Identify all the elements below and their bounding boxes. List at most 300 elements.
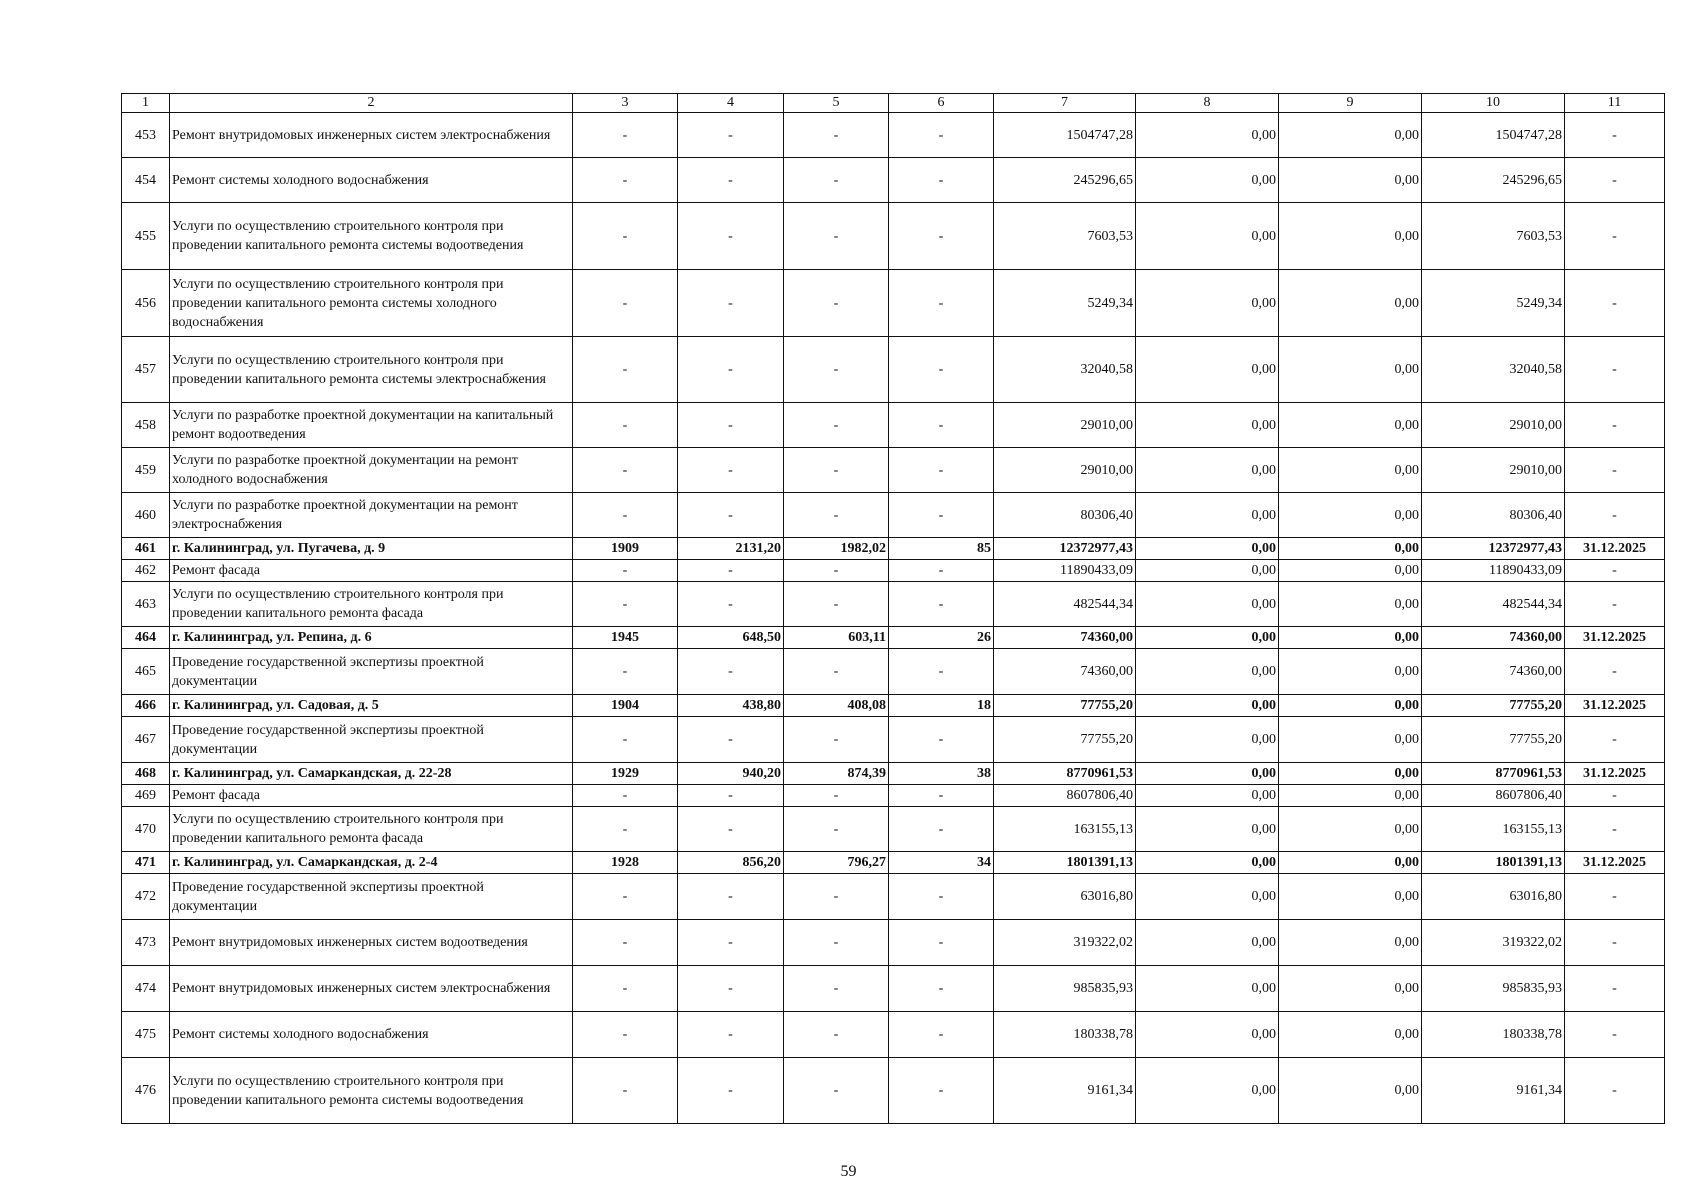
cost-col-9: 0,00 <box>1279 493 1422 538</box>
living-area: - <box>784 1058 889 1124</box>
residents-count: - <box>889 493 994 538</box>
cost-col-8: 0,00 <box>1136 1058 1279 1124</box>
work-row <box>122 649 1665 695</box>
work-description: Услуги по осуществлению строительного контроля при проведении капитального ремонта системы электроснабжения <box>170 337 573 403</box>
build-year: - <box>573 493 678 538</box>
completion-date: - <box>1565 785 1665 807</box>
total-area: 940,20 <box>678 763 784 785</box>
row-number: 474 <box>122 966 170 1012</box>
total-area: - <box>678 337 784 403</box>
row-number: 459 <box>122 448 170 493</box>
completion-date: - <box>1565 807 1665 852</box>
cost-col-9: 0,00 <box>1279 158 1422 203</box>
total-cost: 985835,93 <box>994 966 1136 1012</box>
row-number: 470 <box>122 807 170 852</box>
work-description: г. Калининград, ул. Самаркандская, д. 22-28 <box>170 763 573 785</box>
living-area: - <box>784 582 889 627</box>
cost-col-8: 0,00 <box>1136 717 1279 763</box>
residents-count: 85 <box>889 538 994 560</box>
cost-col-8: 0,00 <box>1136 270 1279 337</box>
work-row <box>122 270 1665 337</box>
living-area: - <box>784 448 889 493</box>
residents-count: - <box>889 785 994 807</box>
residents-count: 18 <box>889 695 994 717</box>
work-row <box>122 448 1665 493</box>
address-row <box>122 695 1665 717</box>
completion-date: 31.12.2025 <box>1565 852 1665 874</box>
cost-col-9: 0,00 <box>1279 448 1422 493</box>
living-area: - <box>784 649 889 695</box>
row-number: 460 <box>122 493 170 538</box>
total-area: - <box>678 1058 784 1124</box>
total-area: - <box>678 920 784 966</box>
total-area: - <box>678 582 784 627</box>
completion-date: 31.12.2025 <box>1565 695 1665 717</box>
cost-col-10: 9161,34 <box>1422 1058 1565 1124</box>
build-year: - <box>573 966 678 1012</box>
work-row <box>122 1058 1665 1124</box>
cost-col-9: 0,00 <box>1279 538 1422 560</box>
cost-col-8: 0,00 <box>1136 403 1279 448</box>
column-number: 6 <box>889 94 994 113</box>
build-year: 1909 <box>573 538 678 560</box>
total-cost: 11890433,09 <box>994 560 1136 582</box>
column-number: 7 <box>994 94 1136 113</box>
residents-count: - <box>889 874 994 920</box>
cost-col-9: 0,00 <box>1279 695 1422 717</box>
total-area: - <box>678 270 784 337</box>
total-area: - <box>678 966 784 1012</box>
build-year: - <box>573 560 678 582</box>
cost-col-10: 180338,78 <box>1422 1012 1565 1058</box>
work-row <box>122 113 1665 158</box>
work-row <box>122 403 1665 448</box>
row-number: 476 <box>122 1058 170 1124</box>
living-area: - <box>784 920 889 966</box>
row-number: 472 <box>122 874 170 920</box>
residents-count: - <box>889 403 994 448</box>
cost-col-8: 0,00 <box>1136 627 1279 649</box>
column-number: 1 <box>122 94 170 113</box>
cost-col-10: 29010,00 <box>1422 448 1565 493</box>
cost-col-10: 319322,02 <box>1422 920 1565 966</box>
total-cost: 63016,80 <box>994 874 1136 920</box>
work-description: г. Калининград, ул. Репина, д. 6 <box>170 627 573 649</box>
residents-count: - <box>889 337 994 403</box>
total-cost: 482544,34 <box>994 582 1136 627</box>
total-cost: 74360,00 <box>994 627 1136 649</box>
address-row <box>122 538 1665 560</box>
cost-col-9: 0,00 <box>1279 785 1422 807</box>
completion-date: - <box>1565 1058 1665 1124</box>
completion-date: 31.12.2025 <box>1565 627 1665 649</box>
build-year: - <box>573 807 678 852</box>
residents-count: - <box>889 203 994 270</box>
living-area: - <box>784 158 889 203</box>
column-number: 10 <box>1422 94 1565 113</box>
total-cost: 7603,53 <box>994 203 1136 270</box>
build-year: - <box>573 582 678 627</box>
completion-date: - <box>1565 448 1665 493</box>
build-year: - <box>573 649 678 695</box>
cost-col-9: 0,00 <box>1279 403 1422 448</box>
cost-col-10: 29010,00 <box>1422 403 1565 448</box>
work-description: Услуги по осуществлению строительного контроля при проведении капитального ремонта фасада <box>170 582 573 627</box>
total-cost: 77755,20 <box>994 717 1136 763</box>
cost-col-8: 0,00 <box>1136 113 1279 158</box>
work-row <box>122 807 1665 852</box>
total-cost: 74360,00 <box>994 649 1136 695</box>
cost-col-10: 77755,20 <box>1422 717 1565 763</box>
cost-col-9: 0,00 <box>1279 337 1422 403</box>
total-area: - <box>678 448 784 493</box>
cost-col-8: 0,00 <box>1136 560 1279 582</box>
build-year: - <box>573 717 678 763</box>
cost-col-10: 163155,13 <box>1422 807 1565 852</box>
cost-col-10: 8770961,53 <box>1422 763 1565 785</box>
row-number: 454 <box>122 158 170 203</box>
row-number: 471 <box>122 852 170 874</box>
residents-count: 26 <box>889 627 994 649</box>
total-area: - <box>678 1012 784 1058</box>
total-area: - <box>678 649 784 695</box>
residents-count: 34 <box>889 852 994 874</box>
cost-col-8: 0,00 <box>1136 538 1279 560</box>
total-area: 648,50 <box>678 627 784 649</box>
work-row <box>122 203 1665 270</box>
completion-date: - <box>1565 403 1665 448</box>
page-number: 59 <box>840 1163 857 1180</box>
residents-count: - <box>889 717 994 763</box>
column-number: 9 <box>1279 94 1422 113</box>
cost-col-10: 245296,65 <box>1422 158 1565 203</box>
column-number: 8 <box>1136 94 1279 113</box>
residents-count: - <box>889 560 994 582</box>
cost-col-9: 0,00 <box>1279 920 1422 966</box>
living-area: 1982,02 <box>784 538 889 560</box>
work-description: Услуги по разработке проектной документации на ремонт холодного водоснабжения <box>170 448 573 493</box>
cost-col-10: 74360,00 <box>1422 649 1565 695</box>
cost-col-8: 0,00 <box>1136 337 1279 403</box>
completion-date: - <box>1565 582 1665 627</box>
total-cost: 319322,02 <box>994 920 1136 966</box>
build-year: - <box>573 113 678 158</box>
residents-count: - <box>889 649 994 695</box>
row-number: 469 <box>122 785 170 807</box>
completion-date: - <box>1565 920 1665 966</box>
build-year: - <box>573 203 678 270</box>
work-description: Проведение государственной экспертизы проектной документации <box>170 649 573 695</box>
build-year: - <box>573 1012 678 1058</box>
cost-col-10: 32040,58 <box>1422 337 1565 403</box>
cost-col-8: 0,00 <box>1136 203 1279 270</box>
living-area: - <box>784 1012 889 1058</box>
address-row <box>122 763 1665 785</box>
completion-date: - <box>1565 560 1665 582</box>
work-row <box>122 337 1665 403</box>
row-number: 456 <box>122 270 170 337</box>
cost-col-10: 1504747,28 <box>1422 113 1565 158</box>
total-cost: 77755,20 <box>994 695 1136 717</box>
work-description: Услуги по осуществлению строительного контроля при проведении капитального ремонта системы холодного водоснабжения <box>170 270 573 337</box>
work-description: Ремонт внутридомовых инженерных систем электроснабжения <box>170 113 573 158</box>
cost-col-9: 0,00 <box>1279 113 1422 158</box>
residents-count: - <box>889 448 994 493</box>
living-area: - <box>784 270 889 337</box>
work-description: Ремонт фасада <box>170 560 573 582</box>
total-area: 2131,20 <box>678 538 784 560</box>
build-year: - <box>573 920 678 966</box>
cost-col-10: 63016,80 <box>1422 874 1565 920</box>
total-area: - <box>678 874 784 920</box>
cost-col-8: 0,00 <box>1136 852 1279 874</box>
cost-col-9: 0,00 <box>1279 203 1422 270</box>
completion-date: - <box>1565 203 1665 270</box>
living-area: - <box>784 203 889 270</box>
build-year: - <box>573 337 678 403</box>
cost-col-10: 985835,93 <box>1422 966 1565 1012</box>
living-area: - <box>784 403 889 448</box>
column-number: 5 <box>784 94 889 113</box>
cost-col-8: 0,00 <box>1136 582 1279 627</box>
cost-col-9: 0,00 <box>1279 874 1422 920</box>
total-area: - <box>678 158 784 203</box>
cost-col-9: 0,00 <box>1279 1012 1422 1058</box>
total-area: 438,80 <box>678 695 784 717</box>
work-row <box>122 920 1665 966</box>
cost-col-9: 0,00 <box>1279 807 1422 852</box>
build-year: 1945 <box>573 627 678 649</box>
cost-col-10: 80306,40 <box>1422 493 1565 538</box>
cost-col-9: 0,00 <box>1279 852 1422 874</box>
living-area: - <box>784 874 889 920</box>
total-cost: 180338,78 <box>994 1012 1136 1058</box>
residents-count: - <box>889 920 994 966</box>
living-area: 796,27 <box>784 852 889 874</box>
total-cost: 1801391,13 <box>994 852 1136 874</box>
build-year: - <box>573 403 678 448</box>
row-number: 466 <box>122 695 170 717</box>
document-sheet <box>121 93 1664 1124</box>
column-number: 11 <box>1565 94 1665 113</box>
total-area: - <box>678 403 784 448</box>
completion-date: - <box>1565 649 1665 695</box>
total-cost: 12372977,43 <box>994 538 1136 560</box>
work-description: г. Калининград, ул. Пугачева, д. 9 <box>170 538 573 560</box>
cost-col-8: 0,00 <box>1136 807 1279 852</box>
cost-col-8: 0,00 <box>1136 649 1279 695</box>
work-row <box>122 582 1665 627</box>
living-area: - <box>784 966 889 1012</box>
work-description: Услуги по разработке проектной документации на капитальный ремонт водоотведения <box>170 403 573 448</box>
total-cost: 80306,40 <box>994 493 1136 538</box>
living-area: - <box>784 717 889 763</box>
work-row <box>122 493 1665 538</box>
cost-col-8: 0,00 <box>1136 158 1279 203</box>
completion-date: 31.12.2025 <box>1565 538 1665 560</box>
total-cost: 8607806,40 <box>994 785 1136 807</box>
cost-col-10: 7603,53 <box>1422 203 1565 270</box>
residents-count: - <box>889 1012 994 1058</box>
cost-col-8: 0,00 <box>1136 493 1279 538</box>
total-area: 856,20 <box>678 852 784 874</box>
total-area: - <box>678 113 784 158</box>
row-number: 461 <box>122 538 170 560</box>
build-year: - <box>573 874 678 920</box>
cost-col-8: 0,00 <box>1136 785 1279 807</box>
cost-col-9: 0,00 <box>1279 1058 1422 1124</box>
column-number: 3 <box>573 94 678 113</box>
work-description: Ремонт внутридомовых инженерных систем электроснабжения <box>170 966 573 1012</box>
row-number: 464 <box>122 627 170 649</box>
row-number: 458 <box>122 403 170 448</box>
work-description: Ремонт системы холодного водоснабжения <box>170 158 573 203</box>
row-number: 455 <box>122 203 170 270</box>
row-number: 468 <box>122 763 170 785</box>
residents-count: 38 <box>889 763 994 785</box>
living-area: 603,11 <box>784 627 889 649</box>
build-year: 1928 <box>573 852 678 874</box>
total-cost: 29010,00 <box>994 448 1136 493</box>
total-area: - <box>678 493 784 538</box>
cost-col-9: 0,00 <box>1279 763 1422 785</box>
row-number: 453 <box>122 113 170 158</box>
work-row <box>122 158 1665 203</box>
build-year: 1904 <box>573 695 678 717</box>
row-number: 465 <box>122 649 170 695</box>
cost-col-8: 0,00 <box>1136 966 1279 1012</box>
living-area: 874,39 <box>784 763 889 785</box>
work-row <box>122 785 1665 807</box>
row-number: 467 <box>122 717 170 763</box>
total-cost: 32040,58 <box>994 337 1136 403</box>
work-description: Ремонт внутридомовых инженерных систем водоотведения <box>170 920 573 966</box>
total-cost: 163155,13 <box>994 807 1136 852</box>
work-row <box>122 1012 1665 1058</box>
build-year: 1929 <box>573 763 678 785</box>
row-number: 473 <box>122 920 170 966</box>
work-description: Проведение государственной экспертизы проектной документации <box>170 874 573 920</box>
living-area: 408,08 <box>784 695 889 717</box>
cost-col-10: 8607806,40 <box>1422 785 1565 807</box>
work-description: Услуги по осуществлению строительного контроля при проведении капитального ремонта системы водоотведения <box>170 203 573 270</box>
total-cost: 8770961,53 <box>994 763 1136 785</box>
cost-col-9: 0,00 <box>1279 560 1422 582</box>
build-year: - <box>573 158 678 203</box>
living-area: - <box>784 337 889 403</box>
cost-col-8: 0,00 <box>1136 695 1279 717</box>
cost-col-8: 0,00 <box>1136 874 1279 920</box>
residents-count: - <box>889 1058 994 1124</box>
living-area: - <box>784 785 889 807</box>
completion-date: - <box>1565 966 1665 1012</box>
cost-col-9: 0,00 <box>1279 649 1422 695</box>
cost-col-9: 0,00 <box>1279 627 1422 649</box>
cost-col-10: 77755,20 <box>1422 695 1565 717</box>
cost-col-8: 0,00 <box>1136 448 1279 493</box>
work-row <box>122 874 1665 920</box>
cost-col-10: 5249,34 <box>1422 270 1565 337</box>
cost-col-8: 0,00 <box>1136 920 1279 966</box>
row-number: 457 <box>122 337 170 403</box>
living-area: - <box>784 113 889 158</box>
capital-repair-table <box>121 93 1665 1124</box>
completion-date: 31.12.2025 <box>1565 763 1665 785</box>
total-area: - <box>678 807 784 852</box>
cost-col-10: 1801391,13 <box>1422 852 1565 874</box>
cost-col-10: 11890433,09 <box>1422 560 1565 582</box>
cost-col-8: 0,00 <box>1136 763 1279 785</box>
column-number: 4 <box>678 94 784 113</box>
work-description: Услуги по осуществлению строительного контроля при проведении капитального ремонта системы водоотведения <box>170 1058 573 1124</box>
total-cost: 5249,34 <box>994 270 1136 337</box>
residents-count: - <box>889 270 994 337</box>
work-description: Проведение государственной экспертизы проектной документации <box>170 717 573 763</box>
completion-date: - <box>1565 1012 1665 1058</box>
residents-count: - <box>889 158 994 203</box>
row-number: 462 <box>122 560 170 582</box>
total-area: - <box>678 203 784 270</box>
cost-col-10: 482544,34 <box>1422 582 1565 627</box>
address-row <box>122 852 1665 874</box>
column-number-row <box>122 94 1665 113</box>
total-area: - <box>678 785 784 807</box>
completion-date: - <box>1565 113 1665 158</box>
completion-date: - <box>1565 717 1665 763</box>
cost-col-8: 0,00 <box>1136 1012 1279 1058</box>
build-year: - <box>573 1058 678 1124</box>
work-row <box>122 560 1665 582</box>
row-number: 475 <box>122 1012 170 1058</box>
work-description: Услуги по осуществлению строительного контроля при проведении капитального ремонта фасада <box>170 807 573 852</box>
work-description: г. Калининград, ул. Самаркандская, д. 2-4 <box>170 852 573 874</box>
living-area: - <box>784 493 889 538</box>
completion-date: - <box>1565 337 1665 403</box>
completion-date: - <box>1565 874 1665 920</box>
living-area: - <box>784 807 889 852</box>
row-number: 463 <box>122 582 170 627</box>
work-row <box>122 966 1665 1012</box>
build-year: - <box>573 270 678 337</box>
build-year: - <box>573 785 678 807</box>
total-cost: 9161,34 <box>994 1058 1136 1124</box>
cost-col-9: 0,00 <box>1279 717 1422 763</box>
cost-col-9: 0,00 <box>1279 270 1422 337</box>
total-area: - <box>678 560 784 582</box>
work-description: г. Калининград, ул. Садовая, д. 5 <box>170 695 573 717</box>
completion-date: - <box>1565 158 1665 203</box>
residents-count: - <box>889 582 994 627</box>
cost-col-9: 0,00 <box>1279 966 1422 1012</box>
total-cost: 29010,00 <box>994 403 1136 448</box>
total-area: - <box>678 717 784 763</box>
cost-col-9: 0,00 <box>1279 582 1422 627</box>
work-row <box>122 717 1665 763</box>
column-number: 2 <box>170 94 573 113</box>
residents-count: - <box>889 966 994 1012</box>
residents-count: - <box>889 807 994 852</box>
total-cost: 1504747,28 <box>994 113 1136 158</box>
completion-date: - <box>1565 270 1665 337</box>
build-year: - <box>573 448 678 493</box>
total-cost: 245296,65 <box>994 158 1136 203</box>
completion-date: - <box>1565 493 1665 538</box>
work-description: Ремонт системы холодного водоснабжения <box>170 1012 573 1058</box>
living-area: - <box>784 560 889 582</box>
address-row <box>122 627 1665 649</box>
cost-col-10: 12372977,43 <box>1422 538 1565 560</box>
cost-col-10: 74360,00 <box>1422 627 1565 649</box>
